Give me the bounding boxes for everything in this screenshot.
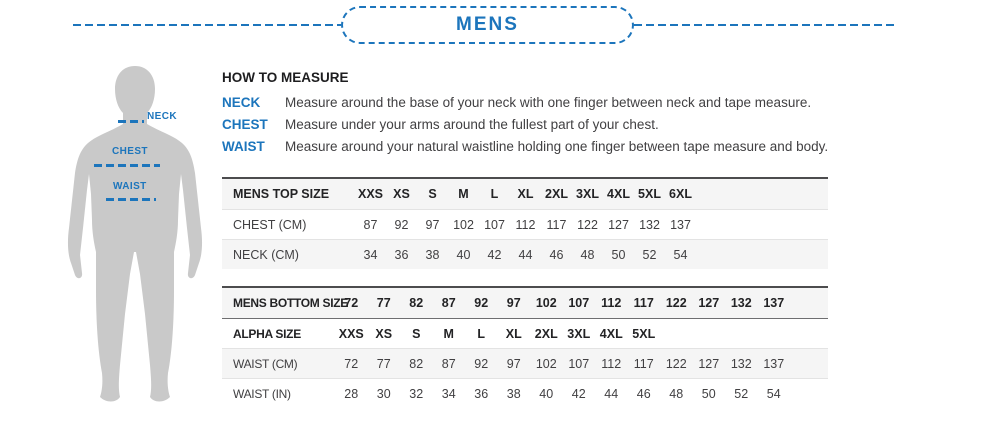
table-cell: 97 — [425, 217, 440, 232]
header-dashed-rule-left — [73, 24, 341, 26]
table-cell: 77 — [376, 356, 391, 371]
table-row — [222, 288, 828, 318]
table-cell: 72 — [344, 296, 359, 310]
table-cell: 102 — [453, 217, 474, 232]
table-cell: 72 — [344, 356, 359, 371]
table-cell: 102 — [535, 296, 557, 310]
table-cell: 107 — [568, 356, 590, 371]
how-to-measure-section — [222, 70, 922, 158]
measure-item-chest — [222, 114, 922, 136]
table-cell: 2XL — [545, 187, 568, 201]
table-row — [222, 209, 828, 239]
chest-measure-instructions: Measure under your arms around the fullest part of your chest. — [285, 117, 659, 132]
table-cell: XS — [393, 187, 410, 201]
table-cell: 77 — [376, 296, 391, 310]
row-label: NECK (CM) — [233, 247, 299, 262]
table-cell: 50 — [701, 386, 716, 401]
figure-waist-label: WAIST — [113, 181, 147, 192]
table-cell: 132 — [639, 217, 660, 232]
table-cell: 32 — [409, 386, 424, 401]
table-cell: 5XL — [638, 187, 661, 201]
table-cell: 42 — [571, 386, 586, 401]
table-cell: M — [458, 187, 469, 201]
table-cell: 30 — [376, 386, 391, 401]
table-cell: 127 — [698, 356, 720, 371]
table-cell: 2XL — [534, 326, 558, 341]
table-cell: 38 — [506, 386, 521, 401]
table-cell: 112 — [601, 296, 622, 310]
body-silhouette — [55, 62, 215, 410]
table-cell: 122 — [665, 356, 687, 371]
table-cell: 36 — [394, 247, 409, 262]
row-label: WAIST (IN) — [233, 386, 291, 401]
table-cell: 42 — [487, 247, 502, 262]
table-cell: 97 — [506, 296, 521, 310]
table-cell: 3XL — [576, 187, 599, 201]
row-label: ALPHA SIZE — [233, 326, 301, 341]
figure-chest-label: CHEST — [112, 146, 148, 157]
figure-waist-dash-line — [106, 198, 156, 201]
table-cell: XL — [517, 187, 534, 201]
table-cell: 6XL — [669, 187, 692, 201]
table-cell: 52 — [734, 386, 749, 401]
table-cell: 92 — [474, 296, 489, 310]
table-cell: 44 — [518, 247, 533, 262]
table-cell: 92 — [474, 356, 489, 371]
table-cell: 92 — [394, 217, 409, 232]
table-cell: 44 — [604, 386, 619, 401]
table-cell: 112 — [515, 217, 536, 232]
table-cell: 117 — [633, 356, 654, 371]
measure-item-neck — [222, 92, 922, 114]
table-cell: 36 — [474, 386, 489, 401]
table-cell: S — [428, 187, 437, 201]
table-row — [222, 239, 828, 269]
table-cell: 132 — [730, 296, 752, 310]
row-label: MENS TOP SIZE — [233, 187, 330, 201]
table-cell: XL — [505, 326, 522, 341]
table-cell: S — [412, 326, 421, 341]
header-dashed-rule-right — [634, 24, 897, 26]
row-label: MENS BOTTOM SIZE — [233, 296, 348, 310]
measure-item-waist — [222, 136, 922, 158]
table-cell: 127 — [698, 296, 720, 310]
row-label: WAIST (CM) — [233, 356, 298, 371]
table-cell: 4XL — [607, 187, 630, 201]
figure-neck-dash-line — [118, 120, 144, 123]
table-cell: 122 — [665, 296, 687, 310]
mens-bottom-size-table — [222, 286, 828, 408]
waist-measure-label: WAIST — [222, 139, 265, 154]
table-cell: 40 — [456, 247, 471, 262]
table-cell: 38 — [425, 247, 440, 262]
how-to-measure-title: HOW TO MEASURE — [222, 70, 349, 85]
mens-top-size-table — [222, 177, 828, 269]
table-cell: 50 — [611, 247, 626, 262]
table-cell: L — [477, 326, 486, 341]
table-cell: 137 — [670, 217, 691, 232]
table-cell: 102 — [535, 356, 557, 371]
table-cell: 52 — [642, 247, 657, 262]
table-row — [222, 378, 828, 408]
mens-header-pill — [341, 6, 634, 44]
table-cell: 46 — [549, 247, 564, 262]
table-cell: 117 — [633, 296, 654, 310]
table-cell: 28 — [344, 386, 359, 401]
table-cell: 137 — [763, 356, 785, 371]
table-cell: 82 — [409, 296, 424, 310]
table-cell: 34 — [441, 386, 456, 401]
neck-measure-instructions: Measure around the base of your neck with one finger between neck and tape measure. — [285, 95, 812, 110]
table-cell: 97 — [506, 356, 521, 371]
figure-neck-label: NECK — [147, 111, 177, 122]
row-label: CHEST (CM) — [233, 217, 307, 232]
figure-chest-dash-line — [94, 164, 160, 167]
waist-measure-instructions: Measure around your natural waistline holding one finger between tape measure and body. — [285, 139, 829, 154]
table-row — [222, 348, 828, 378]
table-cell: 107 — [568, 296, 590, 310]
table-cell: 87 — [363, 217, 378, 232]
table-cell: 34 — [363, 247, 378, 262]
table-cell: XXS — [338, 326, 364, 341]
table-cell: 54 — [673, 247, 688, 262]
table-row — [222, 179, 828, 209]
neck-measure-label: NECK — [222, 95, 261, 110]
table-cell: 87 — [441, 356, 456, 371]
table-cell: 132 — [730, 356, 752, 371]
table-cell: 82 — [409, 356, 424, 371]
table-cell: 127 — [608, 217, 629, 232]
table-cell: XS — [375, 326, 393, 341]
chest-measure-label: CHEST — [222, 117, 268, 132]
page-title: MENS — [456, 14, 519, 35]
table-row — [222, 318, 828, 348]
table-cell: 4XL — [599, 326, 623, 341]
table-cell: M — [443, 326, 454, 341]
table-cell: 87 — [441, 296, 456, 310]
table-cell: L — [490, 187, 499, 201]
table-cell: 40 — [539, 386, 554, 401]
table-cell: 112 — [601, 356, 622, 371]
table-cell: 137 — [763, 296, 785, 310]
table-cell: 48 — [580, 247, 595, 262]
table-cell: 3XL — [567, 326, 591, 341]
table-cell: 107 — [484, 217, 505, 232]
table-cell: 46 — [636, 386, 651, 401]
table-cell: 122 — [577, 217, 598, 232]
table-cell: 117 — [546, 217, 567, 232]
table-cell: 54 — [766, 386, 781, 401]
table-cell: XXS — [357, 187, 383, 201]
table-cell: 5XL — [632, 326, 656, 341]
table-cell: 48 — [669, 386, 684, 401]
